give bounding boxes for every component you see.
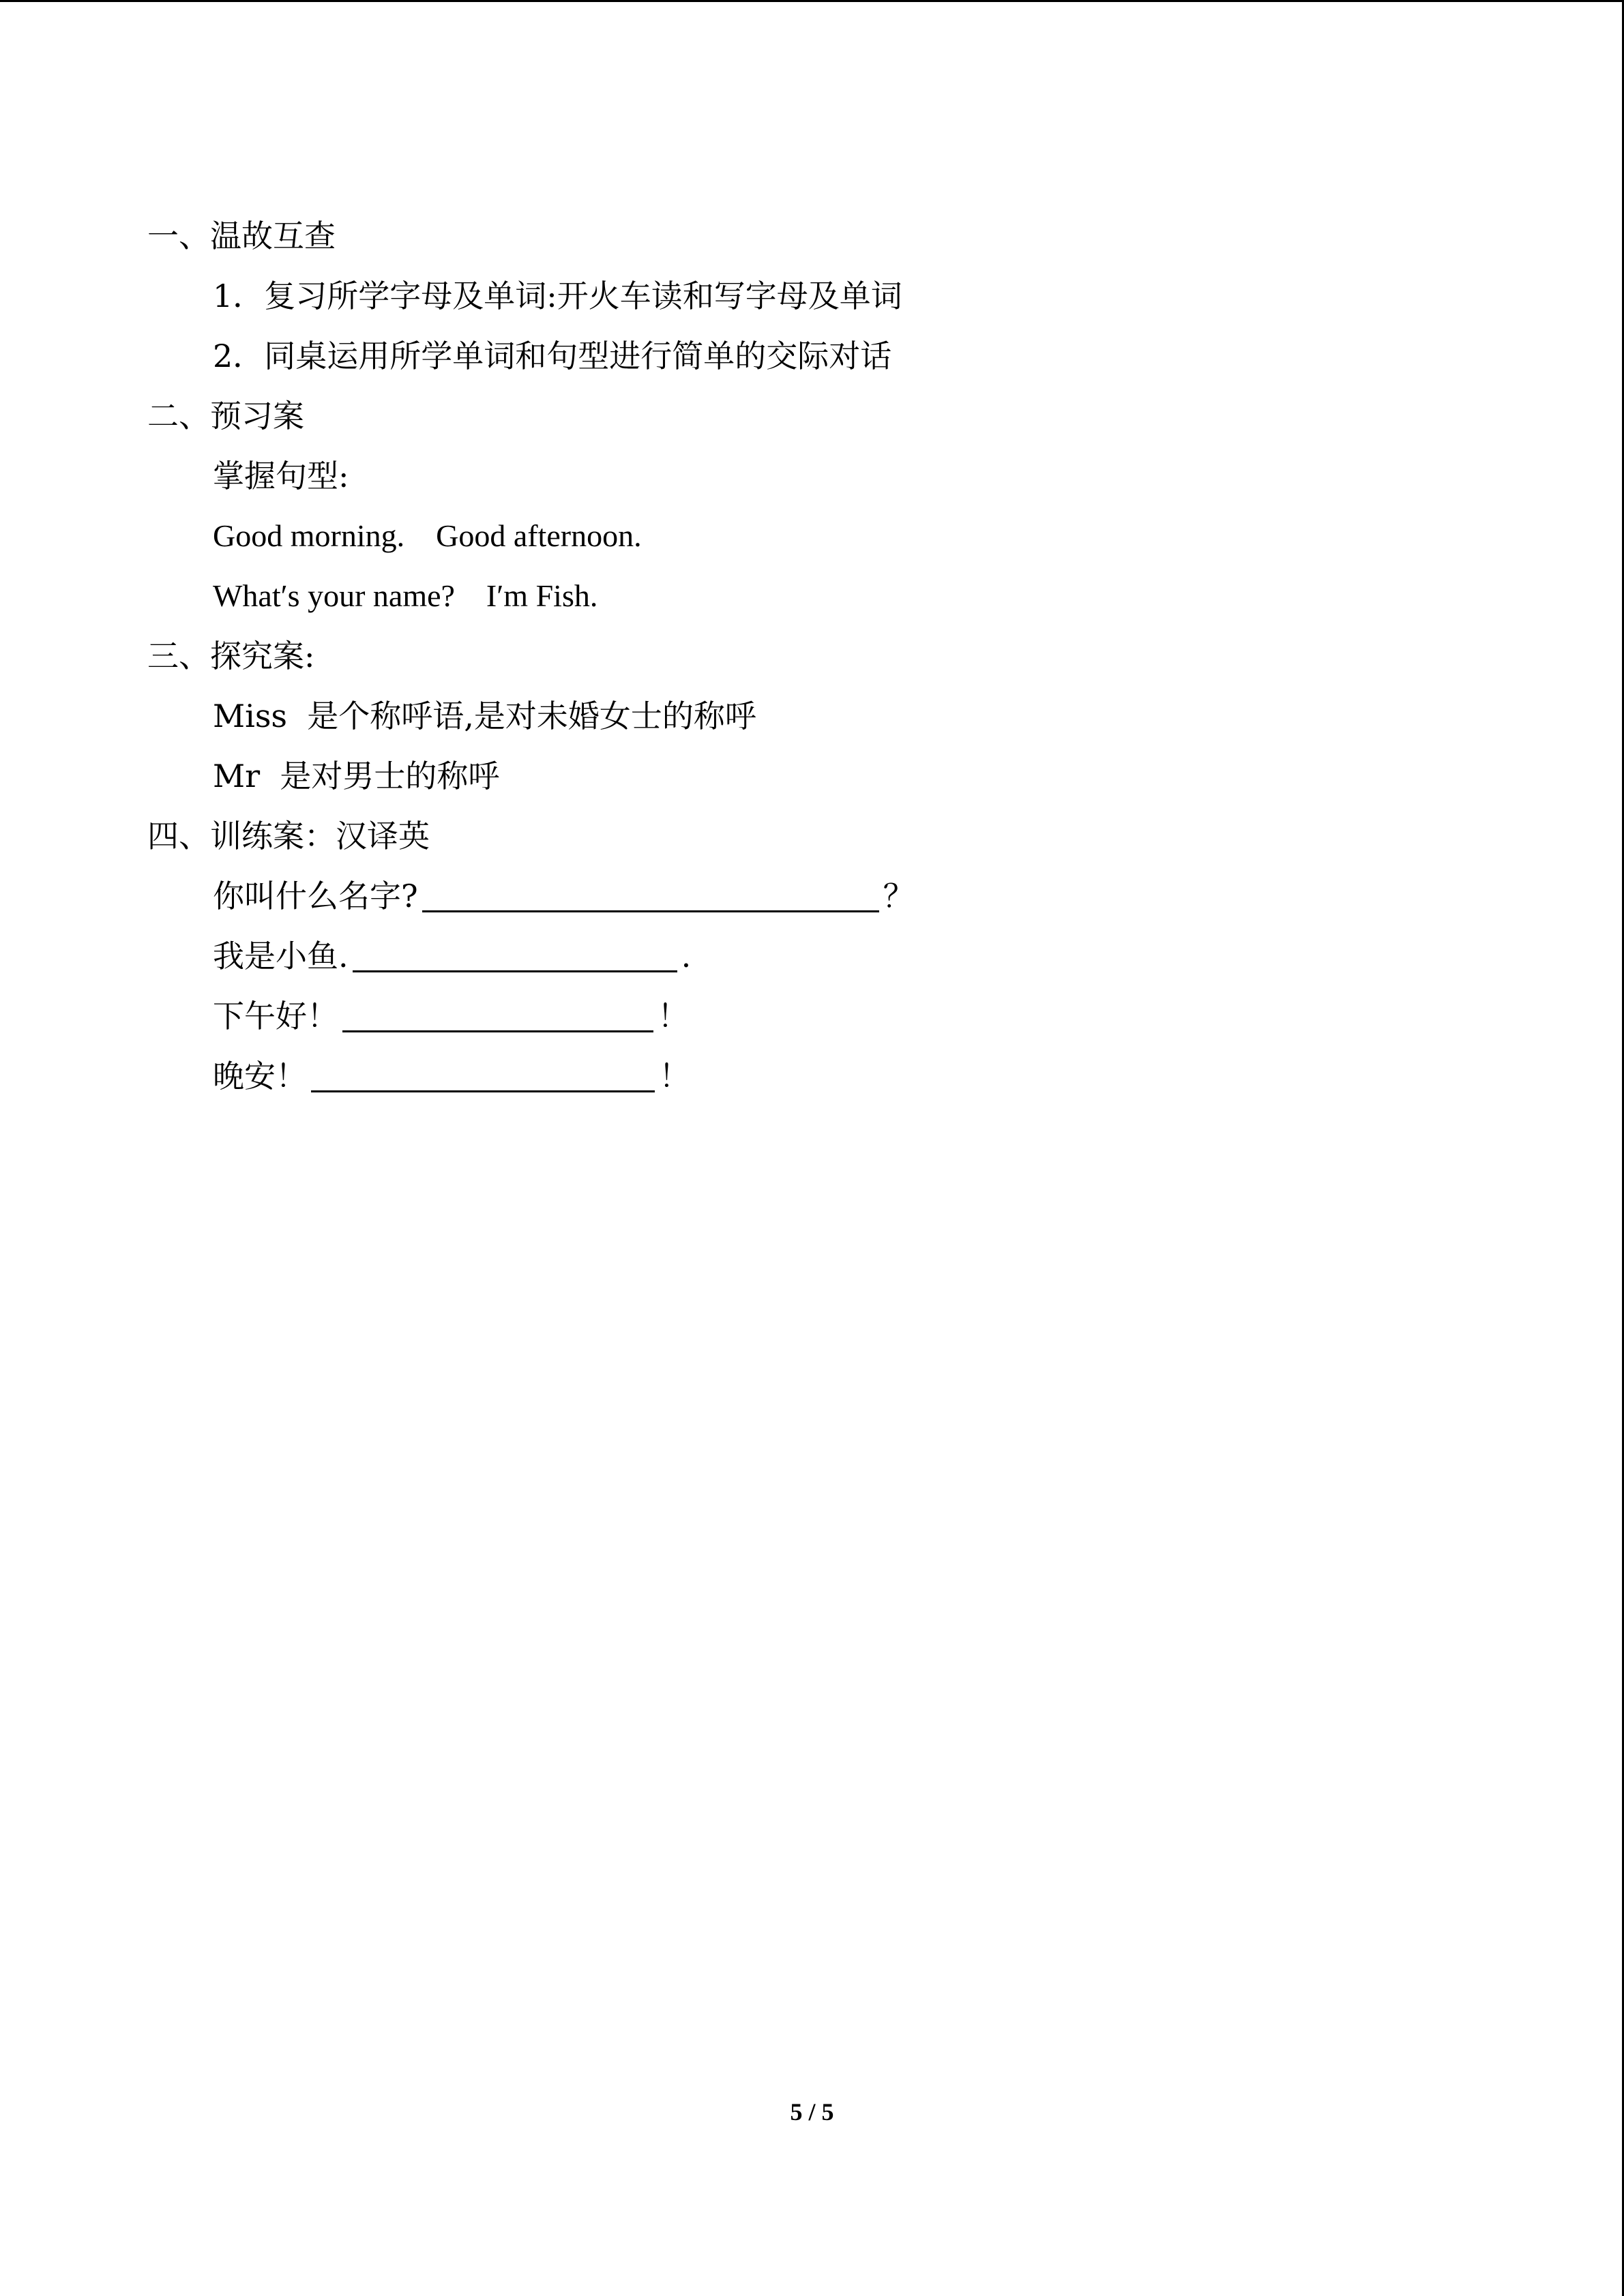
exercise-1-end: ？ (883, 878, 915, 914)
exercise-3-end: ！ (658, 998, 689, 1034)
section-2-intro: 掌握句型: (213, 458, 349, 494)
exercise-2-prompt: 我是小鱼. (213, 938, 349, 974)
exercise-3 (147, 986, 1375, 1046)
section-2-sentence-1: Good morning. Good afternoon. (213, 518, 642, 553)
exercise-1-prompt: 你叫什么名字? (213, 878, 418, 914)
section-1-item-2: 2．同桌运用所学单词和句型进行简单的交际对话 (213, 338, 892, 374)
exercise-4-prompt: 晚安！ (213, 1058, 307, 1094)
exercise-4-end: ！ (659, 1058, 690, 1094)
section-2-sentence-2: What′s your name? I′m Fish. (213, 578, 598, 613)
exercise-2-end: . (681, 938, 692, 974)
exercise-3-prompt: 下午好！ (213, 998, 338, 1034)
section-1-item-1: 1．复习所学字母及单词:开火车读和写字母及单词 (213, 278, 902, 314)
exercise-3-answer-blank[interactable] (342, 992, 653, 1032)
exercise-2-answer-blank[interactable] (353, 932, 677, 972)
worksheet-content (147, 206, 1375, 1106)
section-3-note-2: Mr 是对男士的称呼 (213, 758, 500, 794)
section-2-heading: 二、预习案 (147, 398, 304, 434)
exercise-1-answer-blank[interactable] (422, 872, 879, 912)
page-number: 5 / 5 (790, 2098, 834, 2126)
exercise-4 (147, 1046, 1375, 1106)
section-3-note-1: Miss 是个称呼语,是对未婚女士的称呼 (213, 698, 756, 734)
section-4-heading: 四、训练案：汉译英 (147, 818, 430, 854)
exercise-4-answer-blank[interactable] (311, 1052, 655, 1092)
section-1-heading: 一、温故互查 (147, 218, 336, 254)
exercise-2 (147, 926, 1375, 986)
exercise-1 (147, 866, 1375, 926)
section-3-heading: 三、探究案: (147, 638, 315, 674)
